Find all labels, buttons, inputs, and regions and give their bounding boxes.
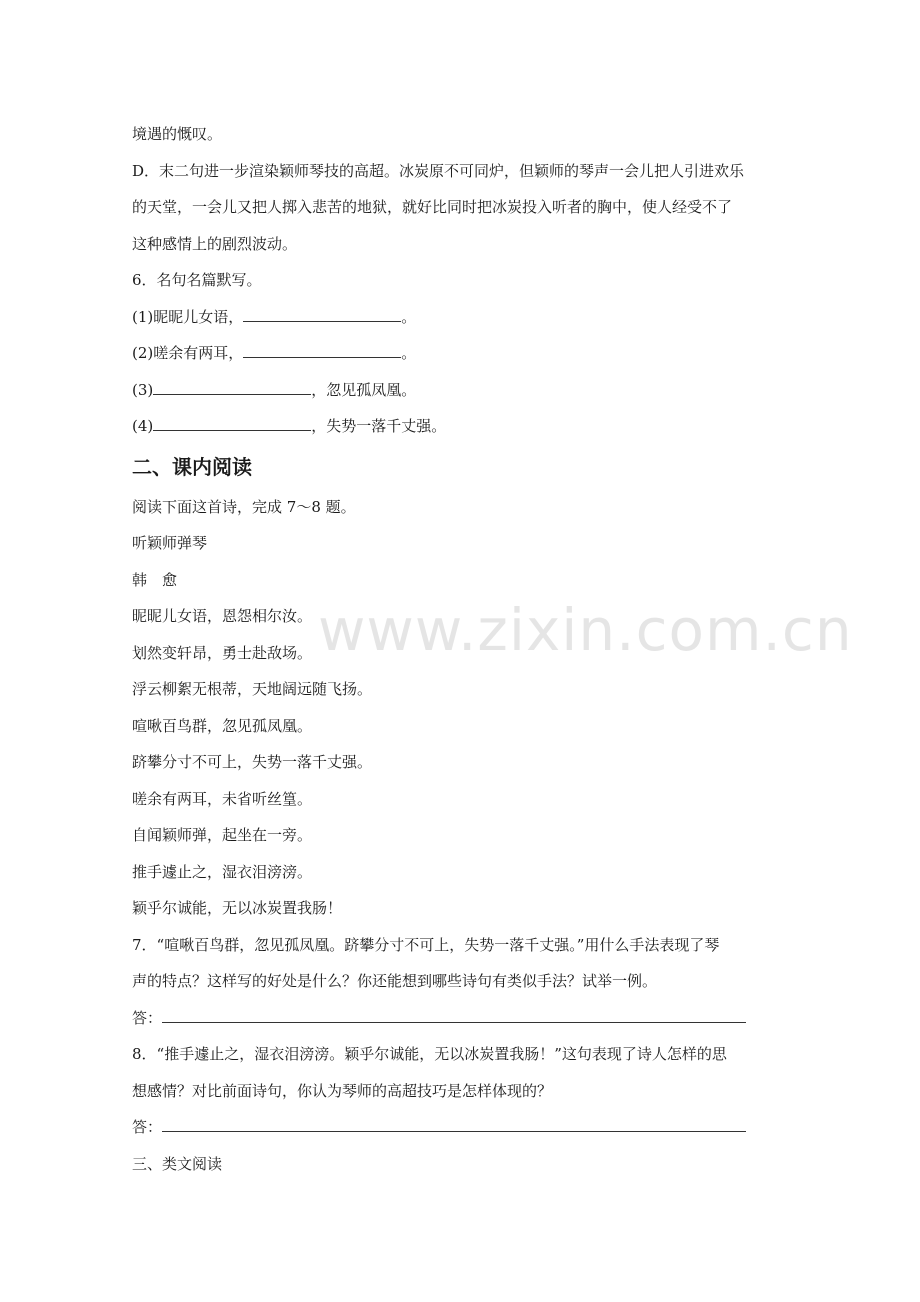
question-7-line-2: 声的特点？这样写的好处是什么？你还能想到哪些诗句有类似手法？试举一例。 [132, 972, 658, 990]
answer-blank[interactable] [162, 1117, 746, 1132]
item-text: (3) [132, 380, 154, 399]
reading-instruction: 阅读下面这首诗，完成 7～8 题。 [132, 497, 356, 516]
poem-line: 嗟余有两耳，未省听丝篁。 [132, 789, 313, 808]
question-7-line-1: 7．“喧啾百鸟群，忽见孤凤凰。跻攀分寸不可上，失势一落千丈强。”用什么手法表现了琴 [132, 935, 720, 954]
poem-line: 自闻颖师弹，起坐在一旁。 [132, 826, 313, 844]
answer-7 [132, 1000, 792, 1037]
document-page [132, 116, 792, 1182]
question-8-line-1: 8．“推手遽止之，湿衣泪滂滂。颖乎尔诚能，无以冰炭置我肠！”这句表现了诗人怎样的思 [132, 1045, 727, 1063]
answer-blank[interactable] [162, 1008, 746, 1023]
item-text: (1)昵昵儿女语， [132, 307, 244, 326]
question-6-item-1 [132, 299, 792, 336]
poem-author: 韩 愈 [132, 570, 178, 589]
item-text: ，失势一落千丈强。 [311, 417, 447, 435]
text-line: 境遇的慨叹。 [132, 125, 223, 143]
poem-title: 听颖师弹琴 [132, 534, 208, 552]
item-text: (4) [132, 417, 154, 435]
poem-line: 喧啾百鸟群，忽见孤凤凰。 [132, 716, 313, 735]
option-d-line-1: D．末二句进一步渲染颖师琴技的高超。冰炭原不可同炉，但颖师的琴声一会儿把人引进欢乐 [132, 161, 745, 180]
item-text: 。 [401, 307, 417, 326]
option-d-line-3: 这种感情上的剧烈波动。 [132, 234, 298, 253]
fill-blank[interactable] [153, 416, 311, 431]
section-2-heading: 二、课内阅读 [132, 454, 252, 479]
question-6-item-3 [132, 372, 792, 409]
poem-line: 昵昵儿女语，恩怨相尔汝。 [132, 607, 313, 625]
question-6: 6．名句名篇默写。 [132, 271, 262, 289]
answer-label: 答： [132, 1118, 163, 1136]
poem-line: 跻攀分寸不可上，失势一落千丈强。 [132, 753, 373, 771]
question-6-item-4 [132, 408, 792, 445]
poem-line: 划然变轩昂，勇士赴敌场。 [132, 643, 313, 662]
section-3-heading: 三、类文阅读 [132, 1154, 223, 1173]
option-d-line-2: 的天堂，一会儿又把人掷入悲苦的地狱，就好比同时把冰炭投入听者的胸中，使人经受不了 [132, 198, 733, 216]
watermark-logo: www.zixin.com.cn [318, 596, 853, 664]
answer-label: 答： [132, 1008, 163, 1027]
item-text: (2)嗟余有两耳， [132, 344, 244, 362]
poem-line: 推手遽止之，湿衣泪滂滂。 [132, 862, 313, 881]
question-8-line-2: 想感情？对比前面诗句，你认为琴师的高超技巧是怎样体现的？ [132, 1081, 553, 1100]
answer-8 [132, 1109, 792, 1146]
question-6-item-2 [132, 335, 792, 372]
fill-blank[interactable] [243, 307, 401, 322]
poem-line: 浮云柳絮无根蒂，天地阔远随飞扬。 [132, 680, 373, 698]
item-text: 。 [401, 344, 417, 362]
fill-blank[interactable] [153, 380, 311, 395]
poem-line: 颖乎尔诚能，无以冰炭置我肠！ [132, 899, 343, 917]
item-text: ，忽见孤凤凰。 [311, 380, 417, 399]
fill-blank[interactable] [243, 343, 401, 358]
